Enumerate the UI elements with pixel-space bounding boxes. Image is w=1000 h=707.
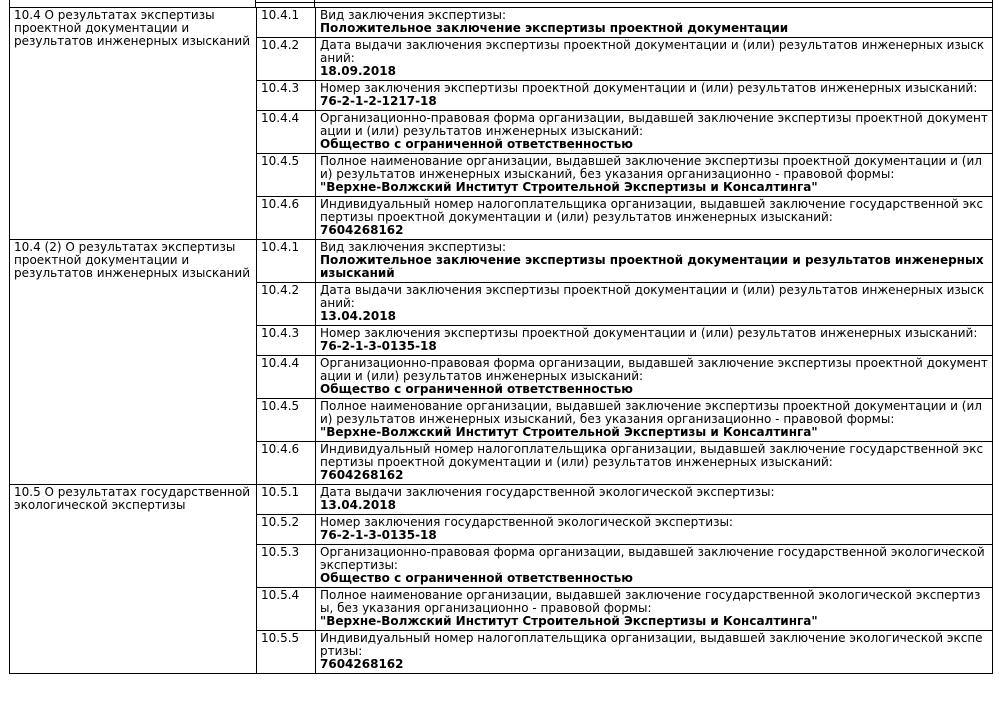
- cutoff-right-border: [992, 0, 993, 7]
- row-content-cell: [316, 515, 993, 545]
- row-value: Общество с ограниченной ответственностью: [320, 382, 633, 396]
- cutoff-left-border: [9, 0, 10, 7]
- row-content-cell: [316, 356, 993, 399]
- row-content-cell: [316, 399, 993, 442]
- table-row: [10, 8, 993, 38]
- row-label: Вид заключения экспертизы:: [320, 8, 507, 22]
- row-number-cell: 10.4.6: [257, 442, 316, 485]
- row-value: "Верхне-Волжский Институт Строительной Экспертизы и Консалтинга": [320, 614, 818, 628]
- row-number-cell: 10.4.1: [257, 8, 316, 38]
- row-number-cell: 10.5.2: [257, 515, 316, 545]
- row-content-cell: [316, 283, 993, 326]
- row-label: Полное наименование организации, выдавшей заключение экспертизы проектной документации и (или) результатов инженерных изысканий, без указания организационно - правовой формы:: [320, 399, 982, 426]
- row-value: "Верхне-Волжский Институт Строительной Экспертизы и Консалтинга": [320, 180, 818, 194]
- table-top-cutoff-remnant: [9, 0, 993, 7]
- row-number-cell: 10.5.3: [257, 545, 316, 588]
- row-number-cell: 10.4.1: [257, 240, 316, 283]
- row-value: 13.04.2018: [320, 309, 396, 323]
- row-label: Индивидуальный номер налогоплательщика организации, выдавшей заключение экологической экспертизы:: [320, 631, 983, 658]
- cutoff-column-border: [314, 0, 315, 7]
- row-label: Организационно-правовая форма организации, выдавшей заключение государственной экологической экспертизы:: [320, 545, 985, 572]
- section-10-5: [10, 485, 993, 674]
- row-value: 13.04.2018: [320, 498, 396, 512]
- row-number-cell: 10.5.5: [257, 631, 316, 674]
- row-value: 18.09.2018: [320, 64, 396, 78]
- row-number-cell: 10.4.6: [257, 197, 316, 240]
- row-content-cell: [316, 8, 993, 38]
- row-value: Общество с ограниченной ответственностью: [320, 137, 633, 151]
- row-label: Номер заключения экспертизы проектной документации и (или) результатов инженерных изысканий:: [320, 326, 978, 340]
- row-label: Дата выдачи заключения государственной экологической экспертизы:: [320, 485, 775, 499]
- row-number-cell: 10.5.4: [257, 588, 316, 631]
- row-content-cell: [316, 38, 993, 81]
- row-value: Положительное заключение экспертизы проектной документации: [320, 21, 789, 35]
- section-title-cell: 10.4 (2) О результатах экспертизы проектной документации и результатов инженерных изысканий: [10, 240, 257, 485]
- row-content-cell: [316, 631, 993, 674]
- row-number-cell: 10.4.5: [257, 154, 316, 197]
- section-10-4: [10, 8, 993, 240]
- row-number-cell: 10.4.3: [257, 326, 316, 356]
- row-number-cell: 10.4.2: [257, 283, 316, 326]
- section-title-cell: 10.4 О результатах экспертизы проектной документации и результатов инженерных изысканий: [10, 8, 257, 240]
- expertise-results-table: [9, 7, 993, 674]
- section-10-4-2: [10, 240, 993, 485]
- row-number-cell: 10.5.1: [257, 485, 316, 515]
- table-row: [10, 485, 993, 515]
- row-content-cell: [316, 81, 993, 111]
- row-content-cell: [316, 111, 993, 154]
- row-content-cell: [316, 588, 993, 631]
- row-number-cell: 10.4.5: [257, 399, 316, 442]
- row-label: Номер заключения государственной экологической экспертизы:: [320, 515, 733, 529]
- row-label: Дата выдачи заключения экспертизы проектной документации и (или) результатов инженерных изысканий:: [320, 38, 985, 65]
- row-content-cell: [316, 154, 993, 197]
- row-label: Организационно-правовая форма организации, выдавшей заключение экспертизы проектной документации и (или) результатов инженерных изысканий:: [320, 356, 988, 383]
- row-label: Индивидуальный номер налогоплательщика организации, выдавшей заключение государственной экспертизы проектной документации и (или) результатов инженерных изысканий:: [320, 197, 984, 224]
- row-label: Полное наименование организации, выдавшей заключение государственной экологической экспертизы, без указания организационно - правовой формы:: [320, 588, 981, 615]
- table-row: [10, 240, 993, 283]
- row-value: 7604268162: [320, 223, 404, 237]
- row-value: Положительное заключение экспертизы проектной документации и результатов инженерных изысканий: [320, 253, 984, 280]
- row-label: Организационно-правовая форма организации, выдавшей заключение экспертизы проектной документации и (или) результатов инженерных изысканий:: [320, 111, 988, 138]
- row-value: "Верхне-Волжский Институт Строительной Экспертизы и Консалтинга": [320, 425, 818, 439]
- row-content-cell: [316, 545, 993, 588]
- row-value: 76-2-1-3-0135-18: [320, 339, 437, 353]
- cutoff-column-border: [255, 0, 256, 7]
- row-value: 7604268162: [320, 657, 404, 671]
- row-label: Полное наименование организации, выдавшей заключение экспертизы проектной документации и (или) результатов инженерных изысканий, без указания организационно - правовой формы:: [320, 154, 982, 181]
- row-content-cell: [316, 485, 993, 515]
- row-label: Индивидуальный номер налогоплательщика организации, выдавшей заключение государственной экспертизы проектной документации и (или) результатов инженерных изысканий:: [320, 442, 984, 469]
- row-label: Вид заключения экспертизы:: [320, 240, 507, 254]
- row-value: 76-2-1-2-1217-18: [320, 94, 437, 108]
- row-number-cell: 10.4.4: [257, 111, 316, 154]
- row-content-cell: [316, 326, 993, 356]
- row-value: Общество с ограниченной ответственностью: [320, 571, 633, 585]
- row-label: Номер заключения экспертизы проектной документации и (или) результатов инженерных изысканий:: [320, 81, 978, 95]
- row-number-cell: 10.4.3: [257, 81, 316, 111]
- cutoff-horizontal-border: [255, 2, 993, 3]
- row-content-cell: [316, 442, 993, 485]
- row-value: 76-2-1-3-0135-18: [320, 528, 437, 542]
- row-value: 7604268162: [320, 468, 404, 482]
- row-content-cell: [316, 197, 993, 240]
- row-label: Дата выдачи заключения экспертизы проектной документации и (или) результатов инженерных изысканий:: [320, 283, 985, 310]
- row-content-cell: [316, 240, 993, 283]
- row-number-cell: 10.4.2: [257, 38, 316, 81]
- row-number-cell: 10.4.4: [257, 356, 316, 399]
- section-title-cell: 10.5 О результатах государственной экологической экспертизы: [10, 485, 257, 674]
